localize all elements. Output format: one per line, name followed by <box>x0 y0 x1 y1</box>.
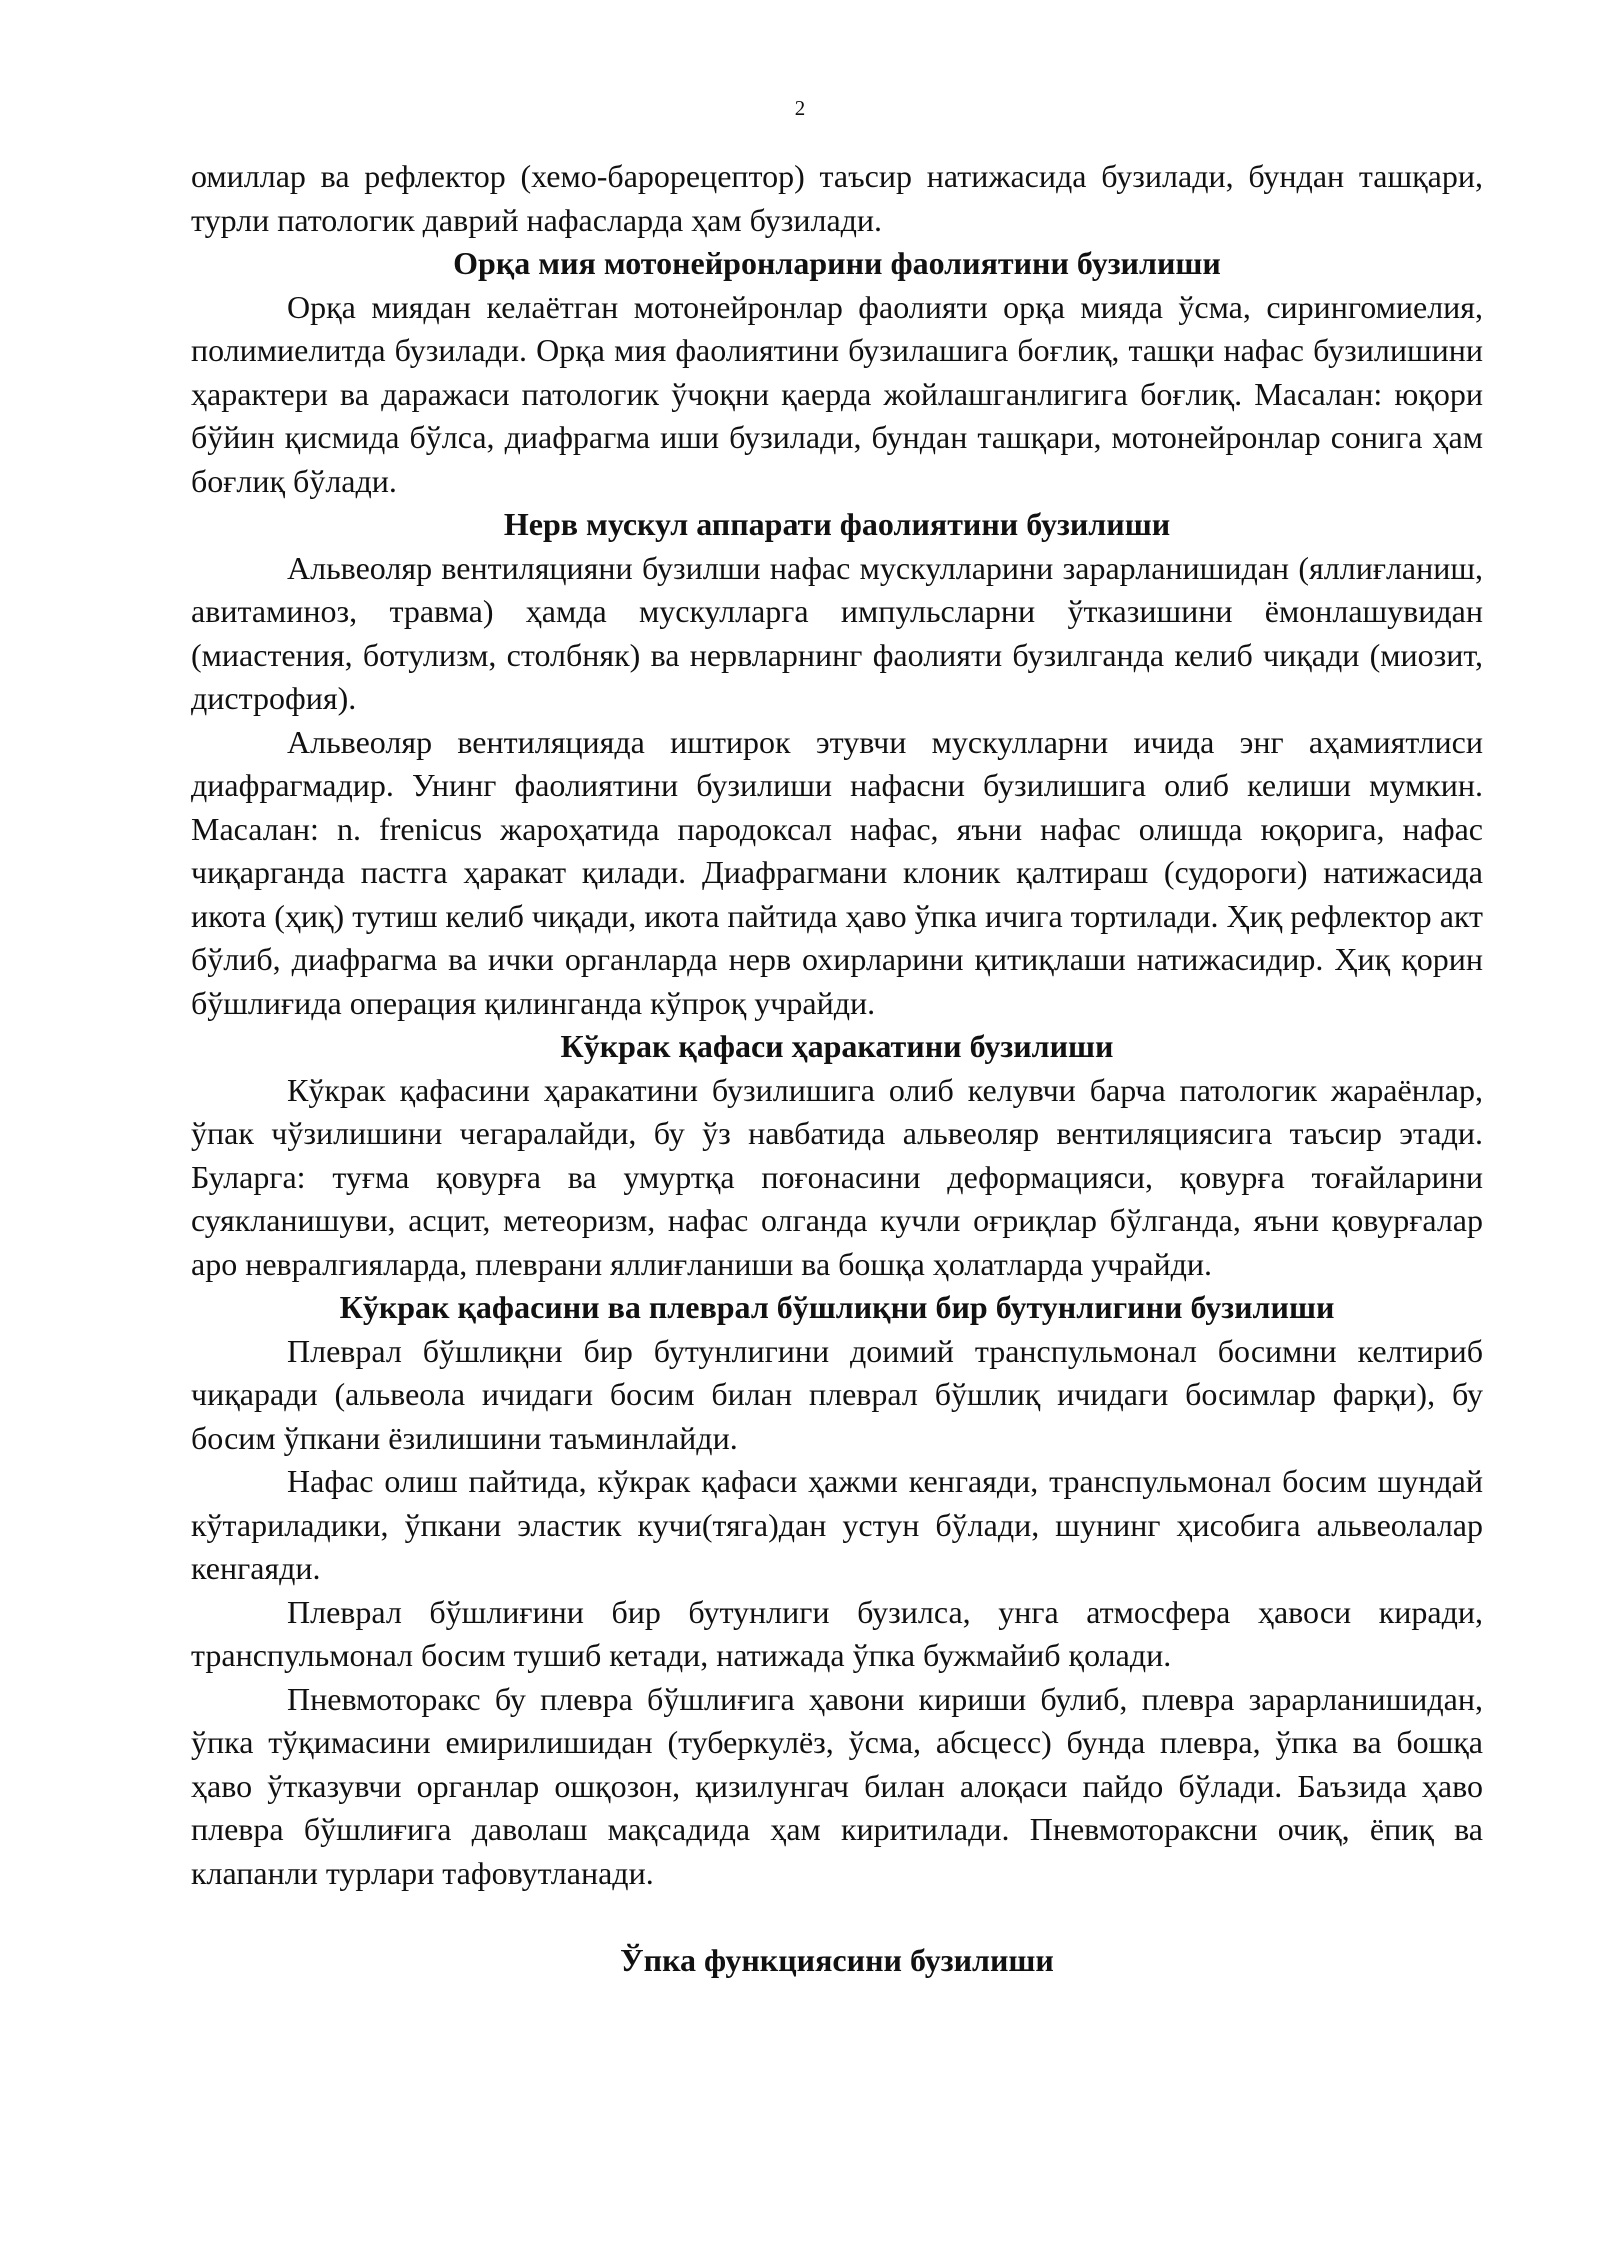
section-heading: Кўкрак қафасини ва плеврал бўшлиқни бир бутунлигини бузилиши <box>339 1289 1335 1325</box>
paragraph: Альвеоляр вентиляцияни бузилши нафас мускулларини зарарланишидан (яллиғланиш, авитаминоз, травма) ҳамда мускулларга импульсларни ўтказишини ёмонлашувидан (миастения, ботулизм, столбняк) ва нервларнинг фаолияти бузилганда келиб чиқади (миозит, дистрофия). <box>191 549 1483 716</box>
paragraph: Плеврал бўшлиғини бир бутунлиги бузилса, унга атмосфера ҳавоси киради, транспульмонал босим тушиб кетади, натижада ўпка бужмайиб қолади. <box>191 1593 1483 1673</box>
paragraph: Плеврал бўшлиқни бир бутунлигини доимий транспульмонал босимни келтириб чиқаради (альвеола ичидаги босим билан плеврал бўшлиқ ичидаги босимлар фарқи), бу босим ўпкани ёзилишини таъминлайди. <box>191 1332 1483 1456</box>
document-body <box>191 155 1483 1982</box>
page-number: 2 <box>794 96 806 120</box>
paragraph: Альвеоляр вентиляцияда иштирок этувчи мускулларни ичида энг аҳамиятлиси диафрагмадир. Унинг фаолиятини бузилиши нафасни бузилишига олиб келиши мумкин. Масалан: n. frenicus жароҳатида пародоксал нафас, яъни нафас олишда юқорига, нафас чиқарганда пастга ҳаракат қилади. Диафрагмани клоник қалтираш (судороги) натижасида икота (ҳиқ) тутиш келиб чиқади, икота пайтида ҳаво ўпка ичига тортилади. Ҳиқ рефлектор акт бўлиб, диафрагма ва ички органларда нерв охирларини қитиқлаши натижасидир. Ҳиқ қорин бўшлиғида операция қилинганда кўпроқ учрайди. <box>191 723 1483 1021</box>
section-heading: Ўпка функциясини бузилиши <box>620 1941 1054 1978</box>
section-heading: Орқа мия мотонейронларини фаолиятини бузилиши <box>453 245 1221 281</box>
paragraph: омиллар ва рефлектор (хемо-барорецептор) таъсир натижасида бузилади, бундан ташқари, турли патологик даврий нафасларда ҳам бузилади. <box>191 158 1483 238</box>
paragraph: Пневмоторакс бу плевра бўшлиғига ҳавони кириши булиб, плевра зарарланишидан, ўпка тўқимасини емирилишидан (туберкулёз, ўсма, абсцесс) бунда плевра, ўпка ва бошқа ҳаво ўтказувчи органлар ошқозон, қизилунгач билан алоқаси пайдо бўлади. Баъзида ҳаво плевра бўшлиғига даволаш мақсадида ҳам киритилади. Пневмотораксни очиқ, ёпиқ ва клапанли турлари тафовутланади. <box>191 1680 1483 1891</box>
section-heading: Нерв мускул аппарати фаолиятини бузилиши <box>503 506 1171 542</box>
paragraph: Кўкрак қафасини ҳаракатини бузилишига олиб келувчи барча патологик жараёнлар, ўпак чўзилишини чегаралайди, бу ўз навбатида альвеоляр вентиляциясига таъсир этади. Буларга: туғма қовурға ва умуртқа поғонасини деформацияси, қовурға тоғайларини суякланишуви, асцит, метеоризм, нафас олганда кучли оғриқлар бўлганда, яъни қовурғалар аро невралгияларда, плеврани яллиғланиши ва бошқа ҳолатларда учрайди. <box>191 1071 1483 1282</box>
paragraph: Орқа миядан келаётган мотонейронлар фаолияти орқа мияда ўсма, сирингомиелия, полимиелитда бузилади. Орқа мия фаолиятини бузилашига боғлиқ, ташқи нафас бузилишини ҳарактери ва даражаси патологик ўчоқни қаерда жойлашганлигига боғлиқ. Масалан: юқори бўйин қисмида бўлса, диафрагма иши бузилади, бундан ташқари, мотонейронлар сонига ҳам боғлиқ бўлади. <box>191 288 1483 499</box>
section-heading: Кўкрак қафаси ҳаракатини бузилиши <box>560 1028 1114 1064</box>
paragraph: Нафас олиш пайтида, кўкрак қафаси ҳажми кенгаяди, транспульмонал босим шундай кўтариладики, ўпкани эластик кучи(тяга)дан устун бўлади, шунинг ҳисобига альвеолалар кенгаяди. <box>191 1463 1483 1586</box>
